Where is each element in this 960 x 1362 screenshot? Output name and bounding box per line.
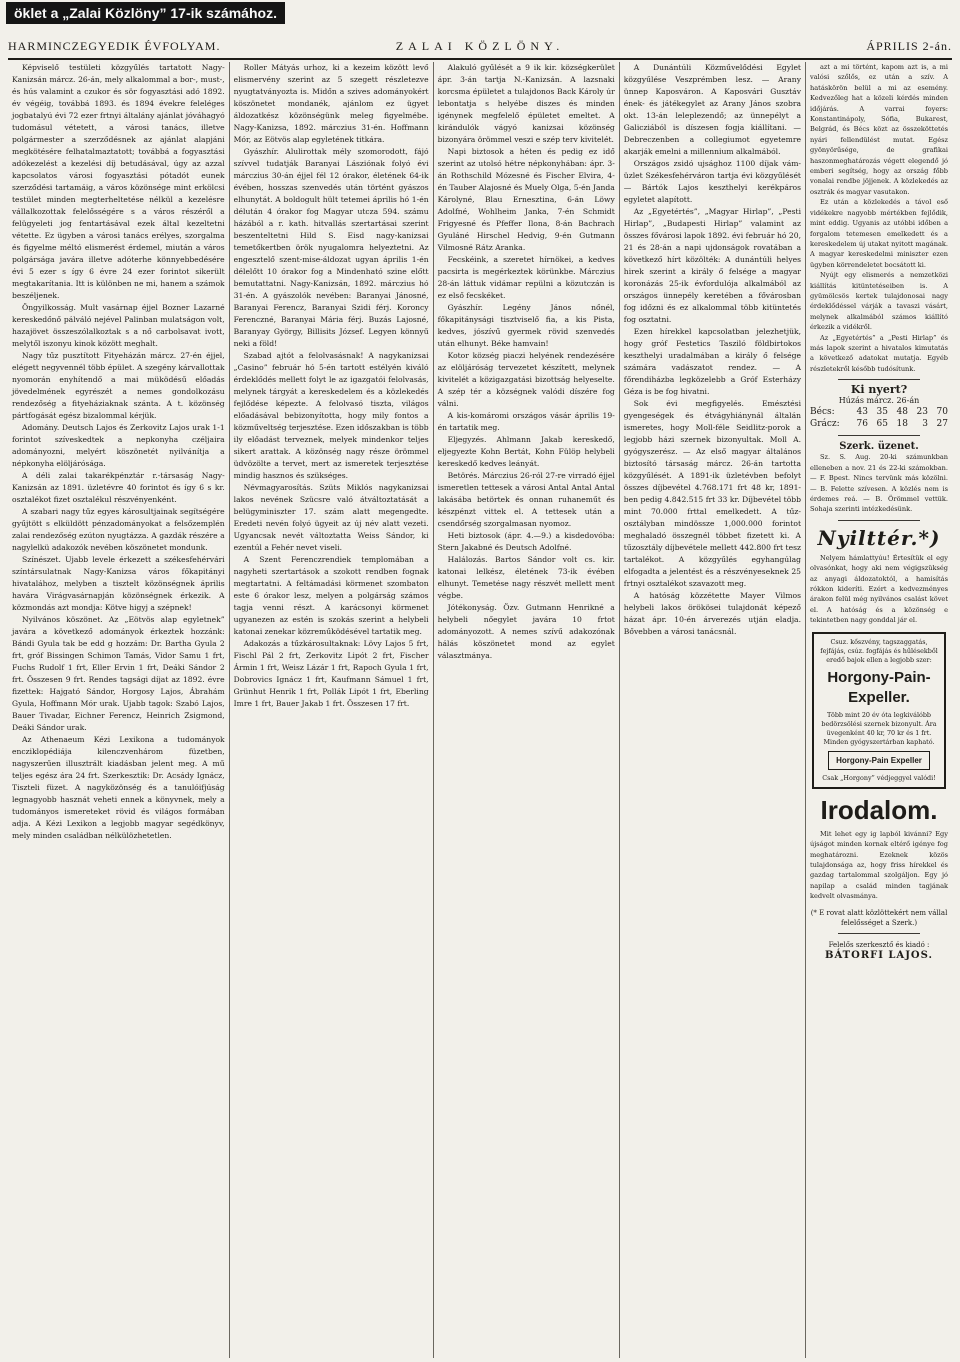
article: Színészet. Ujabb levele érkezett a székesfehérvári színtársulatnak Nagy-Kanizsa város főkapitányi hivatalához, melyben a tisztelt közönségnek április havára Virágvasárnapján közönségnek érkezik. A közmondás azt mondja: Kötve higyj a szépnek! [12,555,225,612]
article: Jótékonyság. Özv. Gutmann Henrikné a helybeli nőegylet javára 10 frtot adományozott. A nemes szívű adakozónak hálás köszönetet mond az egylet választmánya. [437,603,615,660]
lottery-number: 76 [856,419,868,429]
article: Ezen hírekkel kapcsolatban jelezhetjük, hogy gróf Festetics Tasziló földbirtokos keszthelyi uradalmában a király ő felsége számára vadászatot rendez. — A főrendiházba legközelebb a Gróf Esterházy Géza is be fog hivatni. [623,327,801,396]
lottery-number: 48 [896,407,908,417]
article: Adakozás a tűzkárosultaknak: Lövy Lajos 5 frt, Fischl Pál 2 frt, Zerkovitz Lipót 2 frt, Fischer Ármin 1 frt, Weisz Lázár 1 frt, Rapoch Gyula 1 frt, Dobrovics Ignácz 1 frt, Kaufmann Sámuel 1 frt, Grünhut Henrik 1 frt, Pollák Lipót 1 frt, Eberling Imre 1 frt, Bauer Jakab 1 frt. Összesen 17 frt. [233,639,429,708]
ad-intro: Csuz. kőszvény, tagszaggatás, fejfájás, csúz. fogfájás és hűlésekből eredő bajok ellen a legjobb szer: [820,637,938,664]
article: Ez után a közlekedés a távol eső vidékekre nagyobb mértékben fejlődik, mint eddig. Ugyanis az utóbbi időben a forgalom tetemesen emelkedett és a kereskedelem új utakat nyitott magának. A magyar kereskedelmi miniszter ezen ügyben körrendeletet bocsátott ki. [810,198,948,269]
article: Kotor község piaczi helyének rendezésére az elöljáróság tervezetet készített, melynek kivitelét a közigazgatási bizottság helyeselte. A szép tér a községnek valódi díszére fog válni. [437,351,615,408]
article: Roller Mátyás urhoz, ki a kezeim között levő elismervény szerint az 5 szegett részletezve nyugtatványozta is. Midőn a szives adományokért köszönetet mondanék, ajánlom ez ügyet áldozatkész közönségünk meleg figyelmébe. Nagy-Kanizsa, 1892. márczius 31-én. Hoffmann Mór, az Eötvös alap egyletének titkára. [233,63,429,144]
article: Betörés. Márczius 26-ról 27-re virradó éjjel ismeretlen tettesek a városi Antal Antal Antal lakásába betörtek és onnan ruhaneműt és készpénzt vittek el. A tettesek után a csendőrség szorgalmasan nyomoz. [437,471,615,528]
lottery-city: Grácz: [810,419,840,429]
article: A kis-komáromi országos vásár április 19-én tartatik meg. [437,411,615,432]
article: Gyászhír. Alulirottak mély szomorodott, fájó szívvel tudatják Baranyai Lásziónak folyó évi márczius 30-án éjjel fél 12 órakor, életének 64-ik évében, hosszas szenvedés után történt gyászos elhunytát. A boldogult hült tetemei április hó 1-én délután 4 órakor fog Magyar utcza 594. számu házából a r. kath. hitvallás szertartásai szerint beszenteltetni Hild S. Eisd nagy-kanizsai temetőkertben örök nyugalomra helyeztetni. Az engesztelő szent-mise-áldozat ugyan április 1-én délelőtt 10 órakor fog a Mindenható szine előtt bemutattatni. Nagy-Kanizsán, 1892. márczius hó 31-én. A gyászolók nevében: Baranyai Jánosné, Baranyai Ferencz, Baranyai Szidi férj. Koroncy Ferenczné, Baranyai Mária férj. Buzás Lajosné, Baranyay György, Billisits József. Legyen könnyű neki a föld! [233,147,429,348]
volume-label: HARMINCZEGYEDIK ÉVFOLYAM. [8,39,221,53]
article: Napi biztosok a héten és pedig ez idő szerint az utolsó hétre népkonyhában: ápr. 3-án Rothschild Mózesné és Fischer Elvira, 4-én Tauber Alajosné és Muely Olga, 5-én Janda Károlyné, Blau Ernesztina, 6-án Löwy Adolfné, Wohlheim Janka, 7-én Schmidt Frigyesné és Pfeffer Ilona, 8-án Bachrach Gyuláné Hirschel Hedvig, 9-én Gutmann Vilmosné Rátz Aranka. [437,147,615,252]
supplement-label: öklet a „Zalai Közlöny” 17-ik számához. [6,2,285,24]
column-1 [8,62,229,1358]
lottery-city: Bécs: [810,407,835,417]
article: Szabad ajtót a felolvasásnak! A nagykanizsai „Casino” február hó 5-én tartott estélyén kiváló érdeklődés mellett folyt le az igazgatói felolvasás, melynek tárgyát a kereskedelem és a közlekedés fejlődése képezte. A felolvasó tiszta, világos előadásával bebizonyította, hogy mily fontos a közműveltség terjesztése. Ezen időszakban is több ily előadást terveznek, melyek mindenkor teljes sikert arattak. A közönség nagy része örömmel üdvözölte a tervet, mert az ismeretek terjesztése mindig hasznos és szükséges. [233,351,429,480]
article: Az „Egyetértés”, „Magyar Hirlap”, „Pesti Hirlap”, „Budapesti Hirlap” valamint az összes fővárosi lapok 1892. évi február hó 20, 21 és 28-án a napi ujdonságok rovatában a következő hírt közölték: A dunántúli helyes hirek szerint a király ő felsége a magyar koronázás 25-ik évfordulója alkalmából az országos ünnepély keretében a fővárosban fog időzni és ez alkalommal több kitüntetés fog osztatni. [623,207,801,324]
column-2 [229,62,433,1358]
article: Halálozás. Bartos Sándor volt cs. kir. katonai lelkész, életének 73-ik évében elhunyt. Temetése nagy részvét mellett ment végbe. [437,555,615,600]
column-3 [433,62,619,1358]
column-5 [805,62,952,1358]
editor-notice-text: Sz. S. Aug. 20-ki számunkban elleneben a nov. 21 és 22-ki számokban. — F. Bpest. Nincs tervünk más közölni. — B. Felette szívesen. A közlés nem is érdemes reá. — B. Örömmel vettük. Sohaja szerinti intézkedésünk. [810,453,948,514]
irodalom-heading: Irodalom. [820,794,938,825]
article: Heti biztosok (ápr. 4.—9.) a kisdedovóba: Stern Jakabné és Deutsch Adolfné. [437,531,615,552]
article: A Dunántúli Közművelődési Egylet közgyűlése Veszprémben lesz. — Arany ünnep Kaposváron. A Kaposvári Gusztáv ének- és játékegylet az Arany János szobra okt. 13-án leleplezendő; az ünnepélyt a Galicziából is díszesen fogja kiállítani. — Debreczenben a collegiumot egyetemre akarják emelni a millennium alkalmából. [623,63,801,156]
lottery-number: 43 [856,407,868,417]
lottery-row [810,406,948,418]
article: azt a mi történt, kapom azt is, a mi valósi szőlős, ez után a szív. A hatáskörön belül a mi az esemény. Kedvezőleg hat a közeli kérdés minden időjárás. A varrai foyers: Konstantinápoly, Sófia, Bukarest, Belgrád, és Bécs közt az összeköttetés nyári fellendülést mutat. Egész gyönyörűsége, de grafikai haszonmeghatározás végett elegendő jó emberi segítség, hogy az ország főbb vonalai rendbe jöjjenek. A közlekedés az osztrák és magyar vasutakon. [810,63,948,196]
lottery-number: 70 [936,407,948,417]
editor-notice-title: Szerk. üzenet. [839,441,919,452]
article: Képviselő testületi közgyűlés tartatott Nagy-Kanizsán márcz. 26-án, mely alkalommal a bor-, must-, és hús valamint a czukor és sör fogyasztási adó 1892. év végéig, továbbá 1893. és 1894 évekre feleléges jogbatalyú évi 72 ezer frtnyi általány ajánlat jóváhagyó tudomásul vétetett, a városi tanács, illetve polgármester a szerződésnek az ajánlat alapjáni megkötésére felhatalmaztatott; továbbá a fogyasztási adókezelést a kezelési díj betudásával, úgy az azzal kapcsolatos városi fogyasztási pótadót eunek szerződési tartamáig, a város közönsége mint erkölcsi testület minden megterheltetése nélkül a kezelésre vállalkozottak felelősségére s a város részéről a felügyeleti jog fentartásával ezek által kezeltetni vétette. Ez ügyben a városi tanács erélyes, szorgalma és figyelme méltó elismerést érdemel, miután a város polgársága javára illetve adóterhe könnyebbedésére évi 5 ezer s így 6 évre 24 ezer forintot sikerült megtakarítania. Itt is különben ne mi, hanem a számok beszéljenek. [12,63,225,300]
lottery-number: 18 [896,419,908,429]
article: A hatóság közzétette Mayer Vilmos helybeli lakos örökösei tulajdonát képező házat ápr. 10-én árverezés utján eladja. Bővebben a városi tanácsnál. [623,591,801,636]
article: Gyászhír. Legény János nőnél, főkapitánysági tisztviselő fia, a kis Pista, kedves, jószívű gyermek rövid szenvedés után elhunyt. Béke hamvain! [437,303,615,348]
article: Nyújt egy elismerés a nemzetközi kiállítás kitüntetéseiben is. A gyümölcsös kertek tulajdonosai nagy érdeklődéssel várják a tavaszi vásárt, melynek alkalmából számos kiállító érkezik a vidékről. [810,271,948,332]
lottery-number: 23 [916,407,928,417]
editor-label: Felelős szerkesztő és kiadó : [828,941,930,950]
article: Adomány. Deutsch Lajos és Zerkovitz Lajos urak 1-1 forintot szíveskedtek a nepkonyha czéljaira adományozni, melyért köszönetét nyilvánítja a népkonyha elöljárósága. [12,423,225,468]
lottery-number: 65 [876,419,888,429]
column-4 [619,62,805,1358]
advertisement [812,632,946,789]
divider [838,933,921,934]
lottery-title: Ki nyert? [850,383,908,397]
ad-brand: Horgony-Pain-Expeller. [827,668,931,706]
issue-date: ÁPRILIS 2-án. [866,39,952,53]
newspaper-title: ZALAI KÖZLÖNY. [395,39,565,53]
article: Öngyilkosság. Mult vasárnap éjjel Bozner Lazarné kereskedőnő pálváló nejével Palinban mulatságon volt, hazajövet összeszólalkoztak s a nő carbolsavat ivott, melytől iszonyu kinok között meghalt. [12,303,225,348]
article: Nagy tűz pusztított Fityeházán márcz. 27-én éjjel, elégett negyvennél több épület. A szegény kárvallottak nyomorán enyhítendő a mai müködésű előadás jövedelmének egyrészét a nemes gondolkozásu rendezőség a fityeháziaknak szánta. A t. közönség pártfogását egész bizalommal kérjük. [12,351,225,420]
article: A déli zalai takarékpénztár r.-társaság Nagy-Kanizsán az 1891. üzletévre 40 forintot és így 6 s kr. osztalékot fizet osztalékul részvényenként. [12,471,225,504]
divider [838,520,921,521]
lottery-box [810,385,948,430]
article: Névmagyarosítás. Szüts Miklós nagykanizsai lakos nevének Szücsre való átváltoztatását a belügyminiszter 17. szám alatt megengedte. Eredeti nevén folyó ügyeit az új név alatt vezeti. Ugyancsak nevét változtatta Weiss Sándor, ki ezentúl a Fehér nevet viseli. [233,483,429,552]
lottery-row [810,418,948,430]
article: Sok évi megfigyelés. Emésztési gyengeségek és étvágyhiánynál általán ismeretes, hogy Moll-féle Seidlitz-porok a legjobb házi szernek bizonyultak. Moll A. gyógyszerész. — Az első magyar általános biztosító társaság márcz. 26-án tartotta közgyűlését. A 1891-ik üzletévben befolyt összes díjbevétel 4.768.171 frt 48 kr, 1891-ben pedig 4.842.515 frt 33 kr. Díjbevétel több mint 70.000 frttal emelkedett. A tűz-osztályban mindössze 1,000.000 forintot meghaladó összegnél többet fizetett ki. A tűzosztály díjbevétele mellett 442.800 frt tesz tartalékot. A közgyűlés egyhangúlag elfogadta a jelentést és a részvényeseknek 25 frtnyi osztalékot szavazott meg. [623,399,801,588]
ad-description: Több mint 20 év óta legkiválóbb bedörzsölési szernek bizonyult. Ára üvegenként 40 kr, 70 kr és 1 frt. Minden gyógyszertárban kapható. [821,710,937,746]
divider [838,435,921,436]
article: Nyilvános köszönet. Az „Eötvös alap egyletnek” javára a következő adományok érkeztek hozzánk: Bándi Gyula tak be edd g hozzám: Dr. Bartha Gyula 2 frt, gróf Bissingen Schimon Tamás, Vidor Samu 1 frt, Fuchs Rudolf 1 frt, Eller Ervin 1 frt, Deáki Sándor 2 frt. Összesen 9 frt. Rendes tagsági díjat az 1892. évre fizettek: Hajgató Sándor, Horgosy Lajos, Ábrahám Gyula, Hoffmann Mór urak. Ujabb tagok: Szabó Lajos, Bauer Tivadar, Eichner Ferencz, Heinrich Zsigmond, Deáki Sándor urak. [12,615,225,732]
nyiltter-text: Nelyem hámlattyúu! Értesítük el egy olvasónkat, hogy aki nem végigszükség az anyagi áldozatoktól, a hamisítás rókkon kideríti. Ezért a kedvezményes árakon felül még nyilvános csalást követ el. A hatóság és a közönség e tekintetben nagy gonddal jár el. [810,553,948,625]
article: Alakuló gyűlését a 9 ik kir. községkerület ápr. 3-án tartja N.-Kanizsán. A lazsnaki korcsma épületet a tulajdonos Back Károly úr lebontatja s helyébe diszes és minden igénynek megfelelő épületet emeltet. A kirándulók vágyó kanizsai közönség bizonyára örömmel veszi e szép terv kivitelét. [437,63,615,144]
lottery-date: Húzás márcz. 26-án [838,395,920,405]
article: Fecskéink, a szeretet hírnökei, a kedves pacsirta is megérkeztek körünkbe. Márczius 28-án láttuk vidámar repülni a közutczán is ez első fecskéket. [437,255,615,300]
editor-name: BÁTORFI LAJOS. [825,949,933,961]
article: Eljegyzés. Ahlmann Jakab kereskedő, eljegyezte Kohn Bertát, Kohn Fülöp helybeli kereskedő kedves leányát. [437,435,615,468]
nyiltter-heading: Nyilttér.*) [817,525,941,550]
lottery-number: 3 [922,419,928,429]
lottery-number: 27 [936,419,948,429]
article: Az „Egyetértés” a „Pesti Hirlap” és más lapok szerint a hivatalos kimutatás a következő adatokat mutatja. Egyéb részletekről később tudósítunk. [810,333,948,373]
masthead [8,36,952,60]
divider [838,379,921,380]
lottery-number: 35 [876,407,888,417]
irodalom-text: Mit lehet egy ig lapból kivánni? Egy újságot minden kornak eltérő igénye fog meghatározni. Ezeknek közös tulajdonsága az, hogy friss hírekkel és gazdag tartalommal szolgáljon. Egy jó napilap a család minden tagjának kedvelt olvasmánya. [810,829,948,901]
page-columns [8,62,952,1358]
footnote: (* E rovat alatt közlöttekért nem vállal felelősséget a Szerk.) [810,908,948,927]
article: A Szent Ferenczrendiek templomában a nagyheti szertartások a szokott rendben fognak megtartatni. A feltámadási körmenet szombaton este 6 órakor lesz, melyen a polgárság számos tagja venni részt. A karácsonyi körmenet ugyanezen az estén is szokás szerint a helybeli katonai zenekar közreműködésével tartatik meg. [233,555,429,636]
article: Országos zsidó ujsághoz 1100 díjak vám-üzlet Székesfehérváron tartja évi közgyűlését — Bártók Lajos keszthelyi kerékpáros egyletet alapított. [623,159,801,204]
ad-brand-box: Horgony-Pain Expeller [828,751,930,770]
ad-warning: Csak „Horgony” védjeggyel valódi! [822,773,936,782]
article: A szabari nagy tűz egyes károsultjainak segítségére gyűjtött s elküldött pénzadományokat a felsőzemplén zalai rendezőség ezúton nyugtázza. A gazdák részére a nagylelkü adakozók nevében köszönetet mondunk. [12,507,225,552]
article: Az Athenaeum Kézi Lexikona a tudományok encziklopédiája kilenczvenhárom füzetben, nagyszerűen illusztrált kiadásban jelent meg. A mű teljes egész ára 24 frt. Szerkesztik: Dr. Acsády Ignácz, Tiszteli füzet. A nagyközönség és a tanulóifjúság legnagyobb hasznát veheti ennek a könyvnek, mely a tudományos ismereteket rövid és világos formában adja. A Kézi Lexikon a legjobb magyar segédkönyv, mely minden családban nélkülözhetetlen. [12,735,225,840]
